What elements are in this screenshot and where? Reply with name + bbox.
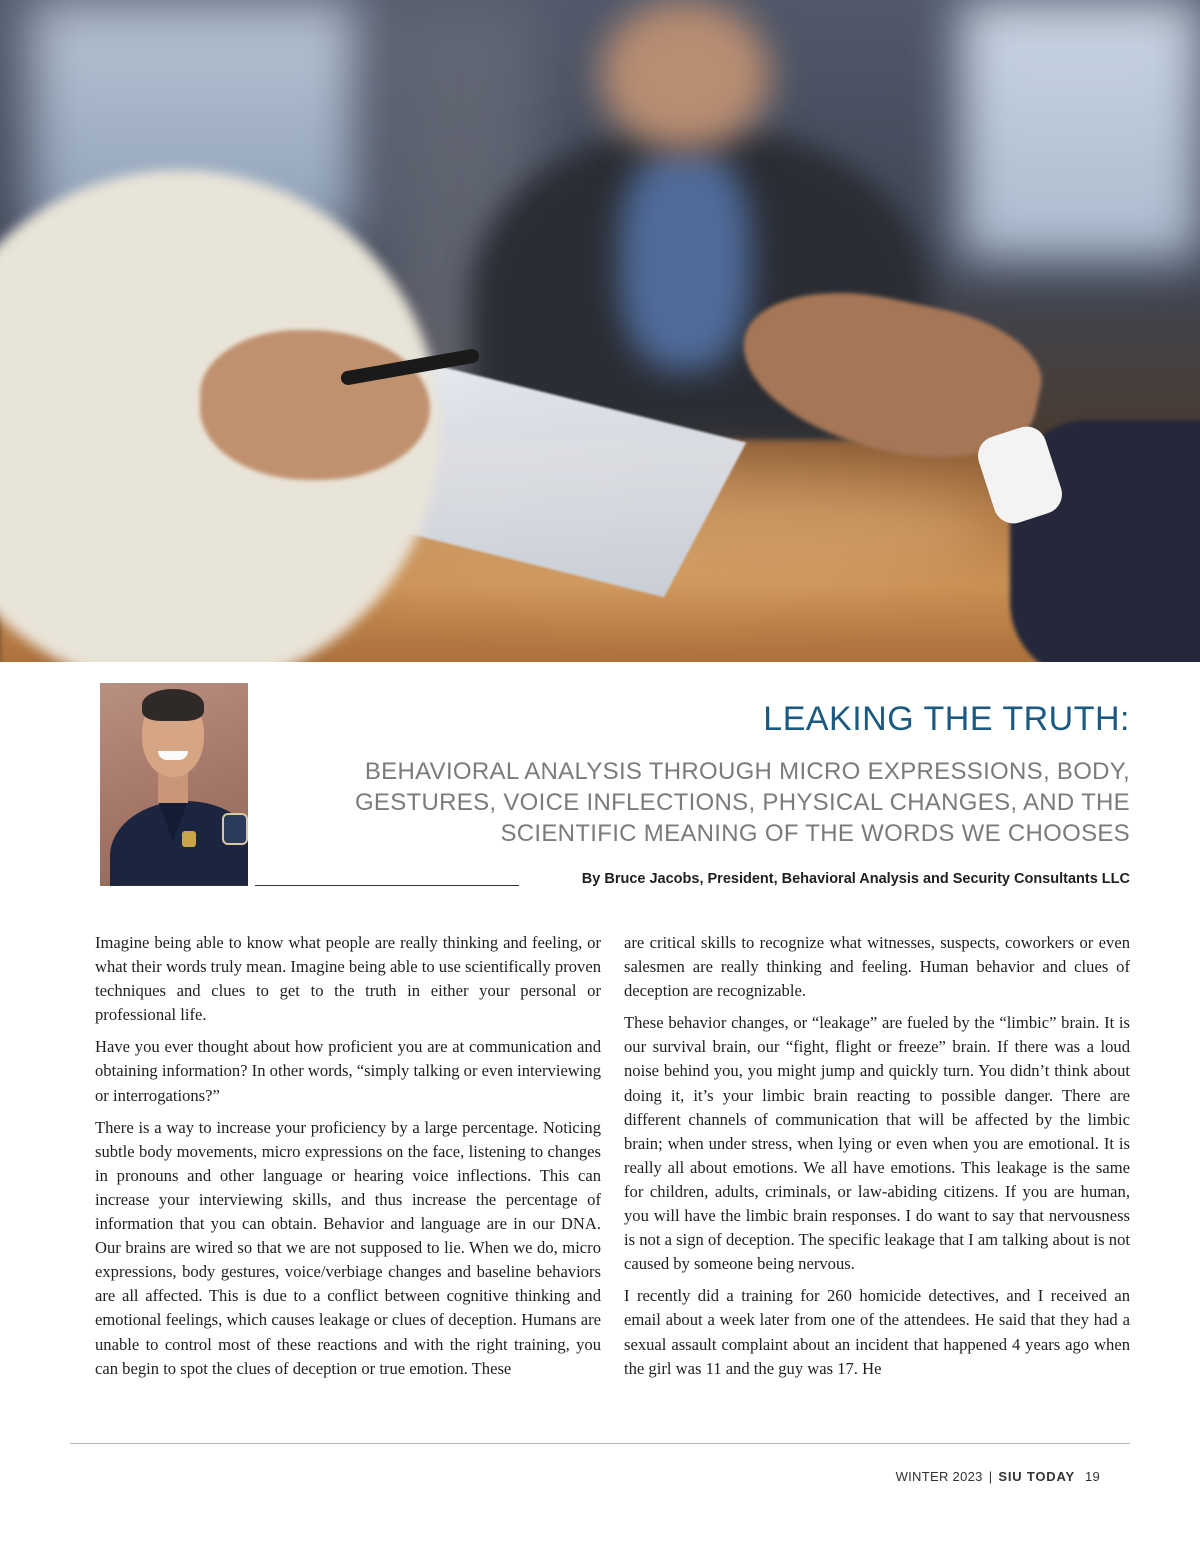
interviewer-shirt [620, 150, 750, 370]
body-column-right [624, 931, 1130, 1389]
shoulder-patch-icon [222, 813, 248, 845]
byline-rule [255, 885, 519, 886]
footer-publication: SIU TODAY [998, 1469, 1075, 1484]
article-title: LEAKING THE TRUTH: [763, 700, 1130, 738]
body-paragraph: These behavior changes, or “leakage” are fueled by the “limbic” brain. It is our survival brain, our “fight, flight or freeze” brain. If there was a loud noise behind you, you might jump and quickly turn. You didn’t think about doing it, it’s your limbic brain reacting to possible danger. There are different channels of communication that will be affected by the limbic brain; when under stress, when lying or even when you are emotional. It is really all about emotions. We all have emotions. This leakage is the same for children, adults, criminals, or law-abiding citizens. If you are human, you will have the limbic brain responses. I do want to say that nervousness is not a sign of deception. The specific leakage that I am talking about is not caused by someone being nervous. [624, 1013, 1130, 1274]
footer-separator: | [988, 1469, 993, 1484]
window-light-right [960, 0, 1200, 260]
page-footer [896, 1469, 1100, 1484]
body-paragraph: There is a way to increase your proficiency by a large percentage. Noticing subtle body movements, micro expressions on the face, listening to changes in pronouns and other language or hearing voice inflections. This can increase your interviewing skills, and thus increase the percentage of information that you can obtain. Behavior and language are in our DNA. Our brains are wired so that we are not supposed to lie. When we do, micro expressions, body gestures, voice/verbiage changes and baseline behaviors are all affected. This is due to a conflict between cognitive thinking and emotional feelings, which causes leakage or clues of deception. Humans are unable to control most of these reactions and with the right training, you can begin to spot the clues of deception or true emotion. These [95, 1117, 601, 1378]
body-paragraph: Have you ever thought about how proficient you are at communication and obtaining information? In other words, “simply talking or even interviewing or interrogations?” [95, 1037, 601, 1105]
portrait-rule [120, 885, 248, 886]
body-paragraph: I recently did a training for 260 homicide detectives, and I received an email about a week later from one of the attendees. He said that they had a sexual assault complaint about an incident that happened 4 years ago when the girl was 11 and the guy was 17. He [624, 1286, 1130, 1378]
page-number: 19 [1084, 1469, 1100, 1484]
footer-issue: WINTER 2023 [895, 1469, 983, 1484]
article-byline: By Bruce Jacobs, President, Behavioral Analysis and Security Consultants LLC [581, 871, 1130, 887]
body-column-left [95, 931, 601, 1389]
smile [158, 751, 188, 760]
police-badge-icon [182, 831, 196, 847]
article-subtitle: BEHAVIORAL ANALYSIS THROUGH MICRO EXPRESSIONS, BODY, GESTURES, VOICE INFLECTIONS, PHYSICAL CHANGES, AND THE SCIENTIFIC MEANING OF THE WORDS WE CHOOSES [354, 758, 1130, 847]
hero-photo [0, 0, 1200, 662]
hair [142, 689, 204, 721]
author-portrait [100, 683, 248, 886]
body-paragraph: Imagine being able to know what people are really thinking and feeling, or what their words truly mean. Imagine being able to use scientifically proven techniques and clues to get to the truth in either your personal or professional life. [95, 933, 601, 1025]
footer-rule [70, 1443, 1130, 1444]
interviewer-head [600, 0, 770, 150]
body-paragraph: are critical skills to recognize what witnesses, suspects, coworkers or even salesmen are really thinking and feeling. Human behavior and clues of deception are recognizable. [624, 933, 1130, 1001]
